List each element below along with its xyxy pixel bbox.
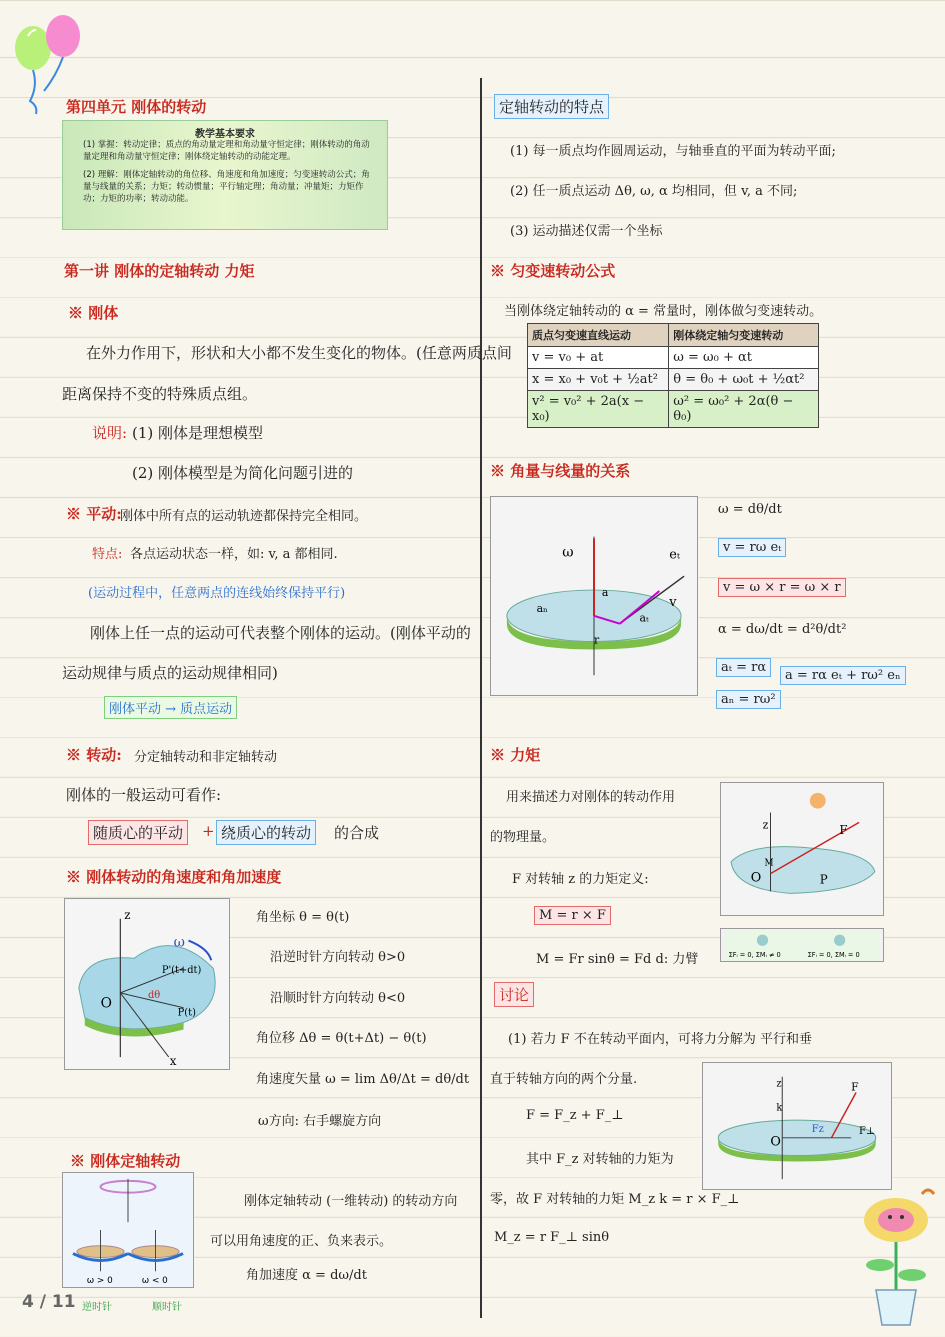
rel-at: aₜ = rα [716, 658, 771, 677]
requirements-p2: (2) 理解：刚体定轴转动的角位移、角速度和角加速度；匀变速转动公式；角量与线量的关系；力矩；转动惯量；平行轴定理；角动量；冲量矩；力矩作功；力矩的功率；转动动能。 [83, 170, 370, 204]
table-header-1: 质点匀变速直线运动 [528, 324, 669, 347]
rel-an: aₙ = rω² [716, 690, 781, 709]
feature-3: (3) 运动描述仅需一个坐标 [510, 224, 663, 239]
fixed-axis-heading: ※ 刚体定轴转动 [70, 1152, 181, 1170]
translation-definition: 刚体中所有点的运动轨迹都保持完全相同。 [120, 509, 368, 524]
translation-box: 刚体平动 → 质点运动 [104, 696, 237, 719]
svg-text:O: O [770, 1134, 781, 1150]
svg-text:F⊥: F⊥ [859, 1125, 876, 1137]
rotation-angle-figure [64, 898, 230, 1070]
disk-vectors-figure [490, 496, 698, 696]
feature-2: (2) 任一质点运动 Δθ, ω, α 均相同，但 v, a 不同; [510, 184, 798, 199]
svg-text:dθ: dθ [147, 989, 161, 1001]
torque-def-label: F 对转轴 z 的力矩定义: [512, 872, 649, 887]
svg-text:aₜ: aₜ [639, 611, 649, 625]
fixed-axis-line1: 刚体定轴转动 (一维转动) 的转动方向 [244, 1194, 458, 1209]
rel-vector: v = ω × r = ω × r [718, 578, 846, 597]
omega-negative-label: ω < 0 [141, 1276, 168, 1287]
table-cell: ω² = ω₀² + 2α(θ − θ₀) [669, 391, 819, 428]
trait-text: 各点运动状态一样，如: v, a 都相同. [130, 547, 338, 562]
rotation-tail: 的合成 [334, 824, 380, 842]
rel-omega: ω = dθ/dt [718, 502, 782, 517]
flower-pot-decoration [850, 1180, 942, 1330]
discussion-label: 讨论 [494, 982, 534, 1007]
rotation-box1: 随质心的平动 [88, 820, 188, 845]
rel-alpha: α = dω/dt = d²θ/dt² [718, 622, 847, 637]
kinematics-table [527, 323, 819, 428]
ccw-rule: 沿逆时针方向转动 θ>0 [270, 950, 406, 965]
omega-direction: ω方向: 右手螺旋方向 [258, 1114, 382, 1129]
svg-text:ω: ω [562, 544, 574, 561]
svg-text:x: x [169, 1054, 177, 1069]
rel-a: a = rα eₜ + rω² eₙ [780, 666, 906, 685]
svg-text:z: z [124, 907, 131, 922]
torque-line2: 的物理量。 [490, 830, 556, 845]
svg-text:v: v [669, 594, 677, 610]
angular-velocity-heading: ※ 刚体转动的角速度和角加速度 [66, 868, 282, 886]
fixed-axis-figure [62, 1172, 194, 1288]
table-cell: v = v₀ + at [528, 347, 669, 369]
ccw-caption: 逆时针 [82, 1302, 112, 1313]
requirements-p1: (1) 掌握：转动定律；质点的角动量定理和角动量守恒定律；刚体转动的角动量定理和角动量守恒定律；刚体绕定轴转动的动能定理。 [83, 140, 370, 162]
lecture-title: 第一讲 刚体的定轴转动 力矩 [64, 262, 255, 280]
svg-text:z: z [762, 818, 769, 832]
svg-text:P: P [819, 872, 828, 887]
svg-text:ω: ω [173, 934, 185, 951]
table-cell: ω = ω₀ + αt [669, 347, 819, 369]
angular-velocity-def: 角速度矢量 ω = lim Δθ/Δt = dθ/dt [256, 1072, 470, 1087]
note-1: (1) 刚体是理想模型 [132, 424, 264, 442]
rel-v: v = rω eₜ [718, 538, 786, 557]
sum-label-1: ΣFᵢ = 0, ΣMᵢ ≠ 0 [728, 951, 781, 960]
force-decomposition-figure [702, 1062, 892, 1190]
svg-text:aₙ: aₙ [536, 601, 548, 615]
discussion-line4: 其中 F_z 对转轴的力矩为 [526, 1152, 674, 1167]
table-cell: x = x₀ + v₀t + ½at² [528, 369, 669, 391]
torque-definition: M = r × F [534, 906, 611, 925]
rotation-box2: 绕质心的转动 [216, 820, 316, 845]
note-2: (2) 刚体模型是为简化问题引进的 [132, 464, 354, 482]
features-title: 定轴转动的特点 [494, 94, 609, 119]
svg-text:F: F [851, 1080, 859, 1094]
note-label: 说明: [92, 424, 128, 442]
discussion-line5: 零，故 F 对转轴的力矩 M_z k = r × F_⊥ [490, 1192, 740, 1207]
discussion-line1: (1) 若力 F 不在转动平面内，可将力分解为 平行和垂 [508, 1032, 812, 1047]
table-cell: θ = θ₀ + ω₀t + ½αt² [669, 369, 819, 391]
cw-caption: 顺时针 [152, 1302, 182, 1313]
rigid-line1: 在外力作用下，形状和大小都不发生变化的物体。(任意两质点间 [86, 344, 512, 362]
unit-title: 第四单元 刚体的转动 [66, 98, 207, 116]
discussion-line3: F = F_z + F_⊥ [526, 1108, 624, 1123]
relation-heading: ※ 角量与线量的关系 [490, 462, 631, 480]
uniform-rotation-heading: ※ 匀变速转动公式 [490, 262, 616, 280]
requirements-title: 教学基本要求 [195, 129, 255, 140]
omega-positive-label: ω > 0 [86, 1276, 113, 1287]
svg-text:O: O [100, 995, 112, 1012]
svg-text:a: a [601, 586, 609, 599]
rotation-general: 刚体的一般运动可看作: [66, 786, 222, 804]
svg-text:P(t): P(t) [177, 1007, 196, 1019]
angular-acceleration-def: 角加速度 α = dω/dt [246, 1268, 367, 1283]
feature-1: (1) 每一质点均作圆周运动，与轴垂直的平面为转动平面; [510, 144, 836, 159]
translation-heading: ※ 平动: [66, 505, 122, 523]
translation-line1: 刚体上任一点的运动可代表整个刚体的运动。(刚体平动的 [90, 624, 471, 642]
svg-text:r: r [594, 633, 600, 647]
fixed-axis-line2: 可以用角速度的正、负来表示。 [210, 1234, 393, 1249]
translation-line2: 运动规律与质点的运动规律相同) [62, 664, 278, 682]
requirements-panel [62, 120, 388, 230]
rotation-heading: ※ 转动: [66, 746, 122, 764]
svg-text:O: O [750, 870, 762, 886]
cw-rule: 沿顺时针方向转动 θ<0 [270, 991, 406, 1006]
trait-label: 特点: [92, 547, 123, 562]
svg-text:M: M [764, 858, 774, 869]
torque-magnitude: M = Fr sinθ = Fd d: 力臂 [536, 952, 699, 967]
svg-text:k: k [776, 1102, 783, 1114]
translation-parallel-note: (运动过程中，任意两点的连线始终保持平行) [88, 586, 346, 601]
discussion-line6: M_z = r F_⊥ sinθ [494, 1230, 610, 1245]
svg-text:eₜ: eₜ [669, 547, 681, 563]
table-cell: v² = v₀² + 2a(x − x₀) [528, 391, 669, 428]
svg-text:z: z [776, 1078, 782, 1090]
torque-line1: 用来描述力对刚体的转动作用 [506, 790, 676, 805]
column-divider [480, 78, 482, 1318]
torque-figure [720, 782, 884, 916]
rigid-heading: ※ 刚体 [68, 304, 119, 322]
discussion-line2: 直于转轴方向的两个分量. [490, 1072, 638, 1087]
torque-balance-figures [720, 928, 884, 962]
angular-displacement: 角位移 Δθ = θ(t+Δt) − θ(t) [256, 1031, 427, 1046]
svg-text:P'(t+dt): P'(t+dt) [161, 965, 202, 977]
rotation-plus: + [202, 822, 215, 840]
uniform-rotation-text: 当刚体绕定轴转动的 α = 常量时，刚体做匀变速转动。 [504, 304, 823, 319]
sum-label-2: ΣFᵢ = 0, ΣMᵢ = 0 [807, 951, 860, 960]
angle-coordinate: 角坐标 θ = θ(t) [256, 910, 350, 925]
svg-text:F: F [839, 823, 848, 838]
rigid-line2: 距离保持不变的特殊质点组。 [62, 385, 258, 403]
table-header-2: 刚体绕定轴匀变速转动 [669, 324, 819, 347]
svg-text:Fz: Fz [811, 1123, 824, 1135]
torque-heading: ※ 力矩 [490, 746, 541, 764]
page-number: 4 / 11 [22, 1292, 76, 1312]
rotation-types: 分定轴转动和非定轴转动 [134, 750, 278, 765]
